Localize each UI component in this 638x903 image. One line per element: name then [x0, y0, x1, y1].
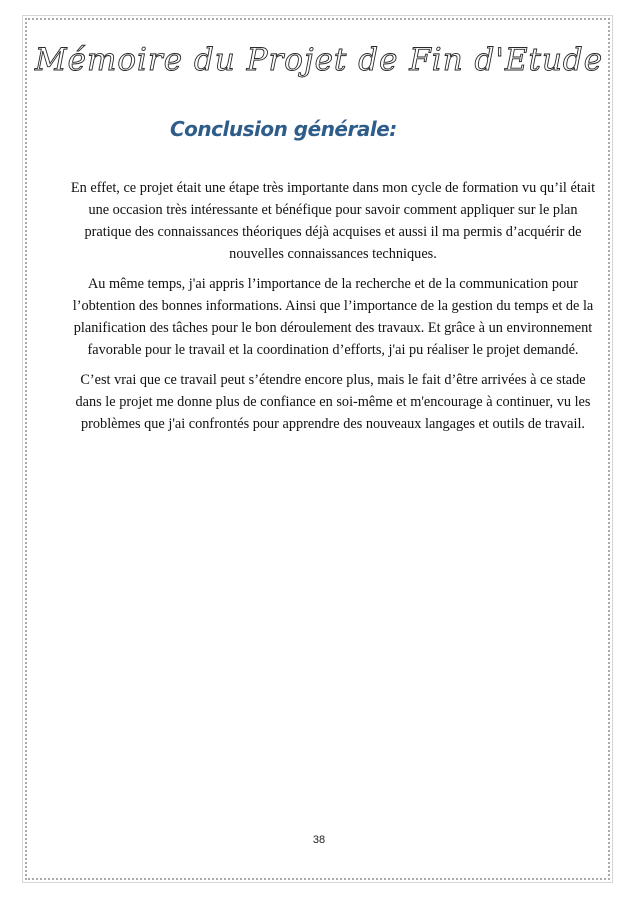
paragraph-2: Au même temps, j'ai appris l’importance de la recherche et de la communication pour l’obtention des bonnes informations. Ainsi que l’importance de la gestion du temps et de la planification des tâches pour le bon déroulement des travaux. Et grâce à un environnement favorable pour le travail et la coordination d’efforts, j'ai pu réaliser le projet demandé.	[72, 276, 594, 358]
header-title: Mémoire du Projet de Fin d'Etude	[34, 42, 604, 78]
paragraph-3: C’est vrai que ce travail peut s’étendre encore plus, mais le fait d’être arrivées à ce stade dans le projet me donne plus de confiance en soi-même et m'encourage à continuer, vu les problèmes que j'ai confrontés pour apprendre des nouveaux langages et outils de travail.	[75, 372, 591, 432]
document-body	[66, 177, 600, 443]
section-title: Conclusion générale:	[170, 117, 397, 141]
page-number: 38	[312, 834, 326, 846]
paragraph-1: En effet, ce projet était une étape très importante dans mon cycle de formation vu qu’il était une occasion très intéressante et bénéfique pour savoir comment appliquer sur le plan pratique des connaissances théoriques déjà acquises et aussi il ma permis d’acquérir de nouvelles connaissances techniques.	[70, 180, 596, 262]
page-border	[25, 18, 610, 880]
